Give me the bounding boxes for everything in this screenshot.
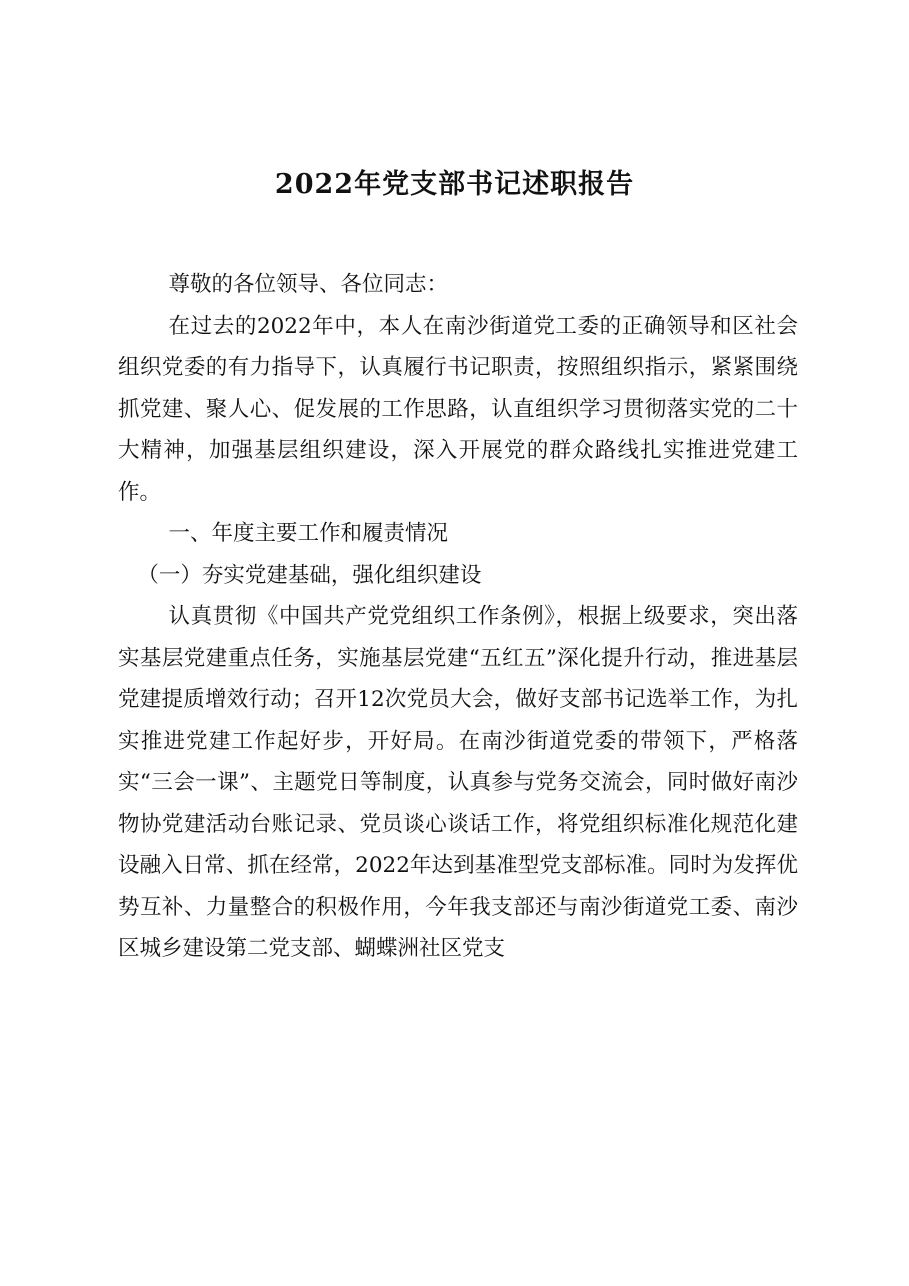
intro-paragraph: 在过去的2022年中，本人在南沙街道党工委的正确领导和区社会组织党委的有力指导下，认真履行书记职责，按照组织指示，紧紧围绕抓党建、聚人心、促发展的工作思路，认直组织学习贯彻落实党的二十大精神，加强基层组织建设，深入开展党的群众路线扎实推进党建工作。 [118, 313, 798, 505]
salutation: 尊敬的各位领导、各位同志： [168, 272, 449, 297]
document-body [118, 264, 798, 970]
section-heading: 一、年度主要工作和履责情况 [168, 521, 449, 546]
subsection-heading: （一）夯实党建基础，强化组织建设 [137, 562, 482, 588]
body-paragraph: 认真贯彻《中国共产党党组织工作条例》，根据上级要求，突出落实基层党建重点任务，实施基层党建“五红五”深化提升行动，推进基层党建提质增效行动；召开12次党员大会，做好支部书记选举工作，为扎实推进党建工作起好步，开好局。在南沙街道党委的带领下，严格落实“三会一课”、主题党日等制度，认真参与党务交流会，同时做好南沙物协党建活动台账记录、党员谈心谈话工作，将党组织标准化规范化建设融入日常、抓在经常，2022年达到基准型党支部标准。同时为发挥优势互补、力量整合的积极作用，今年我支部还与南沙街道党工委、南沙区城乡建设第二党支部、蝴蝶洲社区党支 [118, 604, 798, 961]
document-title: 2022年党支部书记述职报告 [274, 169, 635, 200]
